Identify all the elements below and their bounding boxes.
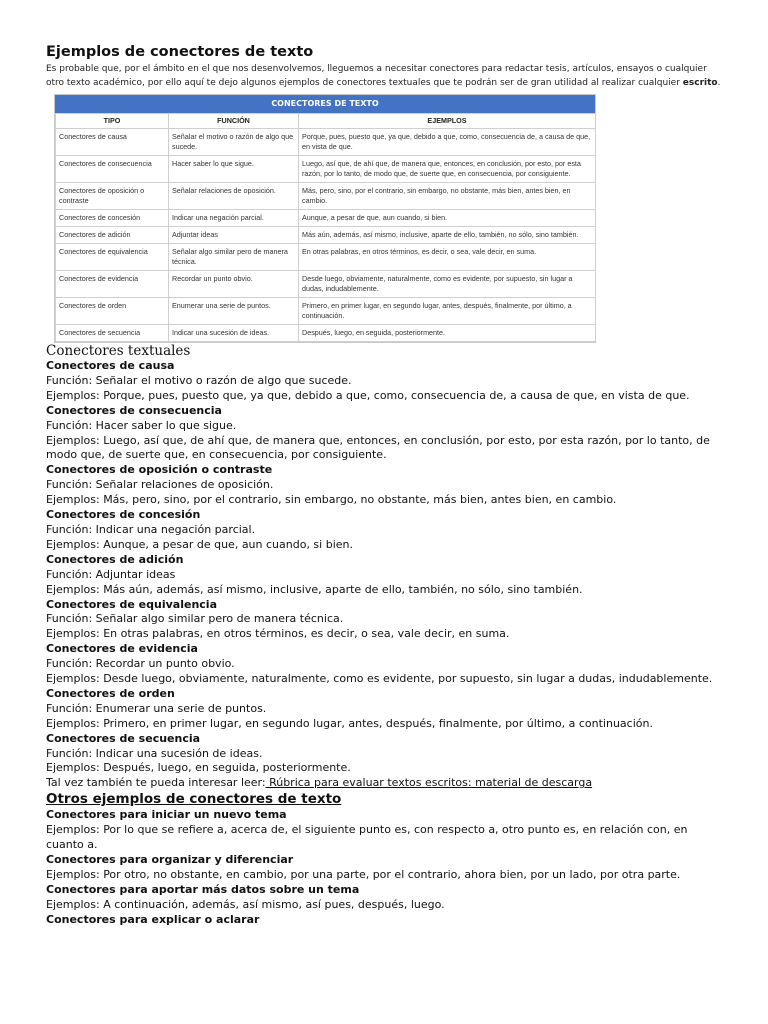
section-heading-item: Conectores de consecuencia [46,403,222,417]
section-ejemplos: Ejemplos: Aunque, a pesar de que, aun cuando, si bien. [46,537,353,551]
table-body [56,129,596,342]
page-title: Ejemplos de conectores de texto [46,44,314,60]
table-cell-funcion: Indicar una negación parcial. [169,210,299,227]
other-connector-sections [46,808,722,927]
other-section-heading: Conectores para aportar más datos sobre un tema [46,882,360,896]
table-row [56,298,596,325]
connectors-table [55,113,596,342]
section-ejemplos: Ejemplos: Porque, pues, puesto que, ya que, debido a que, como, consecuencia de, a causa de que, en vista de que. [46,388,690,402]
section-ejemplos: Ejemplos: Luego, así que, de ahí que, de manera que, entonces, en conclusión, por esto, por esta razón, por lo tanto, de modo que, de suerte que, en consecuencia, por consiguiente. [46,433,710,462]
connectors-table-image [54,94,596,343]
table-cell-funcion: Señalar el motivo o razón de algo que sucede. [169,129,299,156]
table-cell-funcion: Enumerar una serie de puntos. [169,298,299,325]
table-row [56,210,596,227]
table-row [56,227,596,244]
table-header-funcion: FUNCIÓN [169,114,299,129]
table-cell-tipo: Conectores de adición [56,227,169,244]
section-ejemplos: Ejemplos: Más, pero, sino, por el contrario, sin embargo, no obstante, más bien, antes bien, en cambio. [46,493,617,507]
section-heading-item: Conectores de oposición o contraste [46,463,273,477]
table-cell-tipo: Conectores de equivalencia [56,244,169,271]
other-section-ejemplos: Ejemplos: A continuación, además, así mismo, así pues, después, luego. [46,897,445,911]
also-interest-prefix: Tal vez también te pueda interesar leer: [46,776,266,790]
table-cell-funcion: Indicar una sucesión de ideas. [169,325,299,342]
table-cell-ejemplos: Más, pero, sino, por el contrario, sin embargo, no obstante, más bien, antes bien, en cambio. [299,183,596,210]
section-funcion: Función: Recordar un punto obvio. [46,657,235,671]
table-row [56,129,596,156]
document-content [46,43,722,928]
table-cell-tipo: Conectores de orden [56,298,169,325]
table-title: CONECTORES DE TEXTO [55,95,595,113]
table-row [56,244,596,271]
also-interest-line [46,776,722,791]
connector-sections [46,359,722,776]
table-cell-funcion: Señalar algo similar pero de manera técnica. [169,244,299,271]
intro-paragraph [46,62,722,90]
table-cell-ejemplos: Más aún, además, así mismo, inclusive, aparte de ello, también, no sólo, sino también. [299,227,596,244]
table-cell-ejemplos: En otras palabras, en otros términos, es decir, o sea, vale decir, en suma. [299,244,596,271]
section-funcion: Función: Adjuntar ideas [46,567,176,581]
table-cell-tipo: Conectores de oposición o contraste [56,183,169,210]
section-heading-item: Conectores de secuencia [46,731,201,745]
intro-end: . [717,78,721,88]
table-row [56,271,596,298]
table-header-tipo: TIPO [56,114,169,129]
section-funcion: Función: Señalar relaciones de oposición. [46,478,274,492]
section-heading-item: Conectores de evidencia [46,642,198,656]
table-cell-tipo: Conectores de causa [56,129,169,156]
table-cell-tipo: Conectores de consecuencia [56,156,169,183]
table-cell-tipo: Conectores de concesión [56,210,169,227]
section-heading-item: Conectores de orden [46,686,175,700]
table-cell-ejemplos: Primero, en primer lugar, en segundo lugar, antes, después, finalmente, por último, a continuación. [299,298,596,325]
table-cell-ejemplos: Después, luego, en seguida, posteriormente. [299,325,596,342]
table-cell-ejemplos: Desde luego, obviamente, naturalmente, como es evidente, por supuesto, sin lugar a dudas, indudablemente. [299,271,596,298]
table-cell-tipo: Conectores de secuencia [56,325,169,342]
other-section-heading: Conectores para explicar o aclarar [46,912,260,926]
other-section-heading: Conectores para organizar y diferenciar [46,853,294,866]
section-funcion: Función: Indicar una negación parcial. [46,522,256,536]
section-funcion: Función: Señalar el motivo o razón de algo que sucede. [46,373,352,387]
table-cell-funcion: Recordar un punto obvio. [169,271,299,298]
section-heading-item: Conectores de adición [46,552,184,566]
section-ejemplos: Ejemplos: Más aún, además, así mismo, inclusive, aparte de ello, también, no sólo, sino también. [46,582,583,596]
section-funcion: Función: Enumerar una serie de puntos. [46,701,267,715]
table-cell-funcion: Adjuntar ideas [169,227,299,244]
intro-bold-word: escrito [682,78,718,88]
table-cell-funcion: Hacer saber lo que sigue. [169,156,299,183]
table-cell-ejemplos: Luego, así que, de ahí que, de manera que, entonces, en conclusión, por esto, por esta razón, por lo tanto, de modo que, de suerte que, en consecuencia, por consiguiente. [299,156,596,183]
table-cell-funcion: Señalar relaciones de oposición. [169,183,299,210]
other-section-heading: Conectores para iniciar un nuevo tema [46,808,287,822]
other-section-ejemplos: Ejemplos: Por lo que se refiere a, acerca de, el siguiente punto es, con respecto a, otro punto es, en relación con, en cuanto a. [46,823,688,852]
other-examples-title: Otros ejemplos de conectores de texto [46,791,342,808]
section-funcion: Función: Señalar algo similar pero de manera técnica. [46,612,344,626]
section-ejemplos: Ejemplos: En otras palabras, en otros términos, es decir, o sea, vale decir, en suma. [46,627,510,641]
intro-text: Es probable que, por el ámbito en el que nos desenvolvemos, lleguemos a necesitar conectores para redactar tesis, artículos, ensayos o cualquier otro texto académico, por ello aquí te dejo algunos ejemplos de conectores textuales que te podrán ser de gran utilidad al realizar cualquier [46,64,707,88]
section-funcion: Función: Hacer saber lo que sigue. [46,418,237,432]
table-cell-tipo: Conectores de evidencia [56,271,169,298]
section-heading-item: Conectores de concesión [46,508,201,522]
table-header-ejemplos: EJEMPLOS [299,114,596,129]
section-heading: Conectores textuales [46,343,191,359]
section-ejemplos: Ejemplos: Después, luego, en seguida, posteriormente. [46,761,351,775]
section-funcion: Función: Indicar una sucesión de ideas. [46,746,263,760]
section-heading-item: Conectores de causa [46,359,175,372]
table-row [56,183,596,210]
section-ejemplos: Ejemplos: Desde luego, obviamente, naturalmente, como es evidente, por supuesto, sin lugar a dudas, indudablemente. [46,672,713,686]
other-section-ejemplos: Ejemplos: Por otro, no obstante, en cambio, por una parte, por el contrario, ahora bien, por un lado, por otra parte. [46,867,681,881]
table-cell-ejemplos: Aunque, a pesar de que, aun cuando, si bien. [299,210,596,227]
rubrica-link[interactable]: Rúbrica para evaluar textos escritos: material de descarga [265,776,593,790]
section-ejemplos: Ejemplos: Primero, en primer lugar, en segundo lugar, antes, después, finalmente, por último, a continuación. [46,716,653,730]
table-row [56,156,596,183]
table-cell-ejemplos: Porque, pues, puesto que, ya que, debido a que, como, consecuencia de, a causa de que, en vista de que. [299,129,596,156]
table-header-row [56,114,596,129]
section-heading-item: Conectores de equivalencia [46,597,217,611]
table-row [56,325,596,342]
